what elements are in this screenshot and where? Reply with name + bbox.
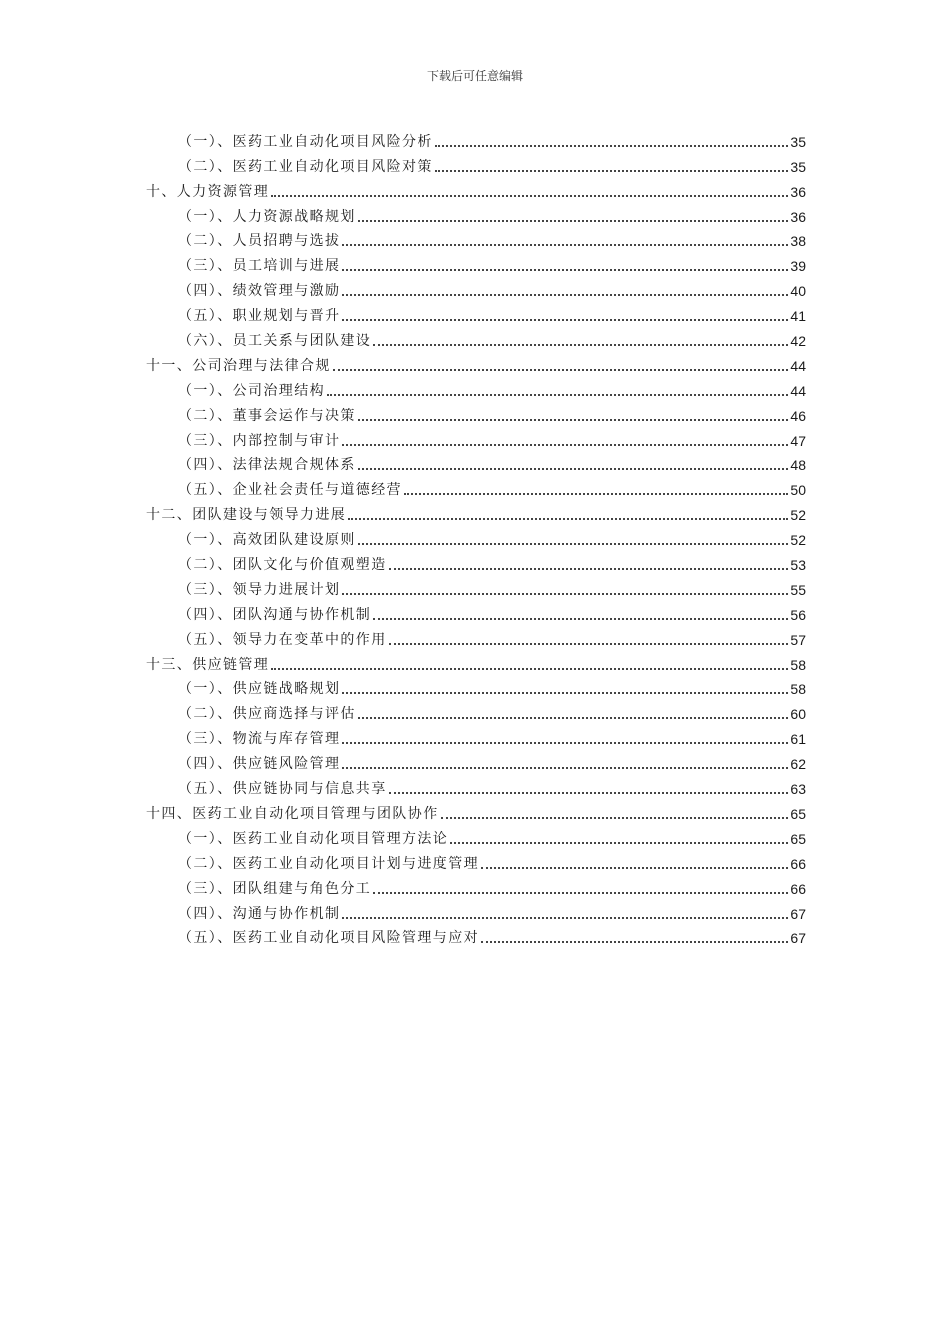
toc-section-entry[interactable] <box>146 898 806 923</box>
toc-section-entry[interactable] <box>146 275 806 300</box>
toc-section-entry[interactable] <box>146 549 806 574</box>
toc-section-entry[interactable] <box>146 873 806 898</box>
toc-entry-title: （一）、人力资源战略规划 <box>178 208 356 225</box>
toc-page-number: 65 <box>790 805 806 822</box>
toc-dot-leader <box>271 194 788 197</box>
toc-page-number: 62 <box>790 756 806 773</box>
toc-page-number: 66 <box>790 880 806 897</box>
toc-dot-leader <box>271 667 788 670</box>
toc-page-number: 48 <box>790 457 806 474</box>
toc-dot-leader <box>358 219 789 222</box>
toc-page-number: 56 <box>790 606 806 623</box>
toc-entry-title: 十、人力资源管理 <box>146 183 270 200</box>
toc-chapter-entry[interactable] <box>146 499 806 524</box>
toc-entry-title: （二）、医药工业自动化项目计划与进度管理 <box>178 855 479 872</box>
toc-entry-title: （一）、公司治理结构 <box>178 382 325 399</box>
toc-page-number: 58 <box>790 656 806 673</box>
toc-section-entry[interactable] <box>146 201 806 226</box>
toc-dot-leader <box>348 517 788 520</box>
toc-entry-title: （四）、供应链风险管理 <box>178 756 341 773</box>
toc-entry-title: （四）、绩效管理与激励 <box>178 283 341 300</box>
toc-dot-leader <box>342 443 788 446</box>
toc-entry-title: （三）、物流与库存管理 <box>178 731 341 748</box>
toc-dot-leader <box>450 841 788 844</box>
page-header: 下载后可任意编辑 <box>426 69 523 83</box>
toc-dot-leader <box>358 542 789 545</box>
toc-page-number: 65 <box>790 830 806 847</box>
toc-entry-title: （五）、职业规划与晋升 <box>178 308 341 325</box>
toc-section-entry[interactable] <box>146 524 806 549</box>
toc-section-entry[interactable] <box>146 450 806 475</box>
toc-section-entry[interactable] <box>146 300 806 325</box>
toc-dot-leader <box>327 393 788 396</box>
toc-entry-title: （四）、团队沟通与协作机制 <box>178 606 372 623</box>
toc-page-number: 53 <box>790 557 806 574</box>
toc-dot-leader <box>389 642 789 645</box>
toc-entry-title: （二）、董事会运作与决策 <box>178 407 356 424</box>
toc-page-number: 67 <box>790 905 806 922</box>
toc-entry-title: 十二、团队建设与领导力进展 <box>146 507 347 524</box>
toc-page-number: 46 <box>790 407 806 424</box>
toc-page-number: 57 <box>790 631 806 648</box>
toc-entry-title: 十一、公司治理与法律合规 <box>146 357 331 374</box>
toc-dot-leader <box>342 243 788 246</box>
toc-section-entry[interactable] <box>146 126 806 151</box>
toc-page-number: 36 <box>790 183 806 200</box>
toc-dot-leader <box>435 144 789 147</box>
toc-entry-title: （二）、人员招聘与选拔 <box>178 233 341 250</box>
toc-section-entry[interactable] <box>146 425 806 450</box>
toc-chapter-entry[interactable] <box>146 798 806 823</box>
toc-dot-leader <box>342 691 788 694</box>
toc-dot-leader <box>358 418 789 421</box>
toc-dot-leader <box>389 791 789 794</box>
toc-page-number: 50 <box>790 482 806 499</box>
toc-page-number: 38 <box>790 233 806 250</box>
toc-dot-leader <box>481 866 788 869</box>
toc-dot-leader <box>435 169 789 172</box>
toc-entry-title: （二）、医药工业自动化项目风险对策 <box>178 158 433 175</box>
toc-section-entry[interactable] <box>146 250 806 275</box>
toc-page-number: 52 <box>790 532 806 549</box>
toc-entry-title: （五）、供应链协同与信息共享 <box>178 781 387 798</box>
toc-entry-title: （六）、员工关系与团队建设 <box>178 333 372 350</box>
toc-section-entry[interactable] <box>146 848 806 873</box>
toc-chapter-entry[interactable] <box>146 350 806 375</box>
toc-dot-leader <box>404 492 788 495</box>
toc-entry-title: （二）、团队文化与价值观塑造 <box>178 557 387 574</box>
toc-dot-leader <box>358 467 789 470</box>
toc-dot-leader <box>342 318 788 321</box>
toc-page-number: 44 <box>790 357 806 374</box>
toc-section-entry[interactable] <box>146 773 806 798</box>
toc-entry-title: （三）、员工培训与进展 <box>178 258 341 275</box>
toc-section-entry[interactable] <box>146 474 806 499</box>
toc-entry-title: （三）、内部控制与审计 <box>178 432 341 449</box>
toc-section-entry[interactable] <box>146 375 806 400</box>
toc-entry-title: （二）、供应商选择与评估 <box>178 706 356 723</box>
toc-entry-title: （三）、团队组建与角色分工 <box>178 880 372 897</box>
toc-section-entry[interactable] <box>146 923 806 948</box>
toc-page-number: 63 <box>790 781 806 798</box>
toc-section-entry[interactable] <box>146 674 806 699</box>
toc-page-number: 42 <box>790 333 806 350</box>
toc-page-number: 66 <box>790 855 806 872</box>
toc-entry-title: （一）、高效团队建设原则 <box>178 532 356 549</box>
toc-entry-title: （一）、供应链战略规划 <box>178 681 341 698</box>
toc-page-number: 41 <box>790 308 806 325</box>
toc-dot-leader <box>342 766 788 769</box>
toc-dot-leader <box>373 343 788 346</box>
toc-page-number: 35 <box>790 158 806 175</box>
toc-dot-leader <box>389 567 789 570</box>
toc-entry-title: （四）、法律法规合规体系 <box>178 457 356 474</box>
toc-section-entry[interactable] <box>146 748 806 773</box>
toc-page-number: 39 <box>790 258 806 275</box>
toc-dot-leader <box>333 368 789 371</box>
toc-page-number: 67 <box>790 930 806 947</box>
toc-page-number: 47 <box>790 432 806 449</box>
toc-page-number: 52 <box>790 507 806 524</box>
toc-section-entry[interactable] <box>146 400 806 425</box>
toc-entry-title: 十四、医药工业自动化项目管理与团队协作 <box>146 805 439 822</box>
toc-section-entry[interactable] <box>146 823 806 848</box>
toc-chapter-entry[interactable] <box>146 176 806 201</box>
toc-section-entry[interactable] <box>146 574 806 599</box>
toc-section-entry[interactable] <box>146 599 806 624</box>
toc-page-number: 61 <box>790 731 806 748</box>
toc-entry-title: （一）、医药工业自动化项目管理方法论 <box>178 830 449 847</box>
toc-section-entry[interactable] <box>146 723 806 748</box>
toc-entry-title: （五）、领导力在变革中的作用 <box>178 631 387 648</box>
toc-dot-leader <box>342 592 788 595</box>
toc-entry-title: （五）、医药工业自动化项目风险管理与应对 <box>178 930 479 947</box>
toc-entry-title: （五）、企业社会责任与道德经营 <box>178 482 402 499</box>
toc-dot-leader <box>481 940 788 943</box>
toc-page-number: 35 <box>790 133 806 150</box>
toc-dot-leader <box>358 716 789 719</box>
toc-page-number: 60 <box>790 706 806 723</box>
toc-page-number: 44 <box>790 382 806 399</box>
toc-section-entry[interactable] <box>146 325 806 350</box>
toc-dot-leader <box>373 617 788 620</box>
toc-dot-leader <box>342 293 788 296</box>
toc-page-number: 58 <box>790 681 806 698</box>
toc-dot-leader <box>342 916 788 919</box>
toc-section-entry[interactable] <box>146 151 806 176</box>
toc-entry-title: （四）、沟通与协作机制 <box>178 905 341 922</box>
toc-section-entry[interactable] <box>146 624 806 649</box>
toc-page-number: 40 <box>790 283 806 300</box>
toc-chapter-entry[interactable] <box>146 649 806 674</box>
toc-dot-leader <box>373 891 788 894</box>
toc-dot-leader <box>342 268 788 271</box>
toc-dot-leader <box>441 816 789 819</box>
toc-page-number: 55 <box>790 581 806 598</box>
toc-entry-title: （三）、领导力进展计划 <box>178 581 341 598</box>
toc-entry-title: 十三、供应链管理 <box>146 656 270 673</box>
toc-page-number: 36 <box>790 208 806 225</box>
table-of-contents <box>146 126 806 947</box>
toc-entry-title: （一）、医药工业自动化项目风险分析 <box>178 133 433 150</box>
toc-section-entry[interactable] <box>146 226 806 251</box>
toc-section-entry[interactable] <box>146 698 806 723</box>
toc-dot-leader <box>342 741 788 744</box>
